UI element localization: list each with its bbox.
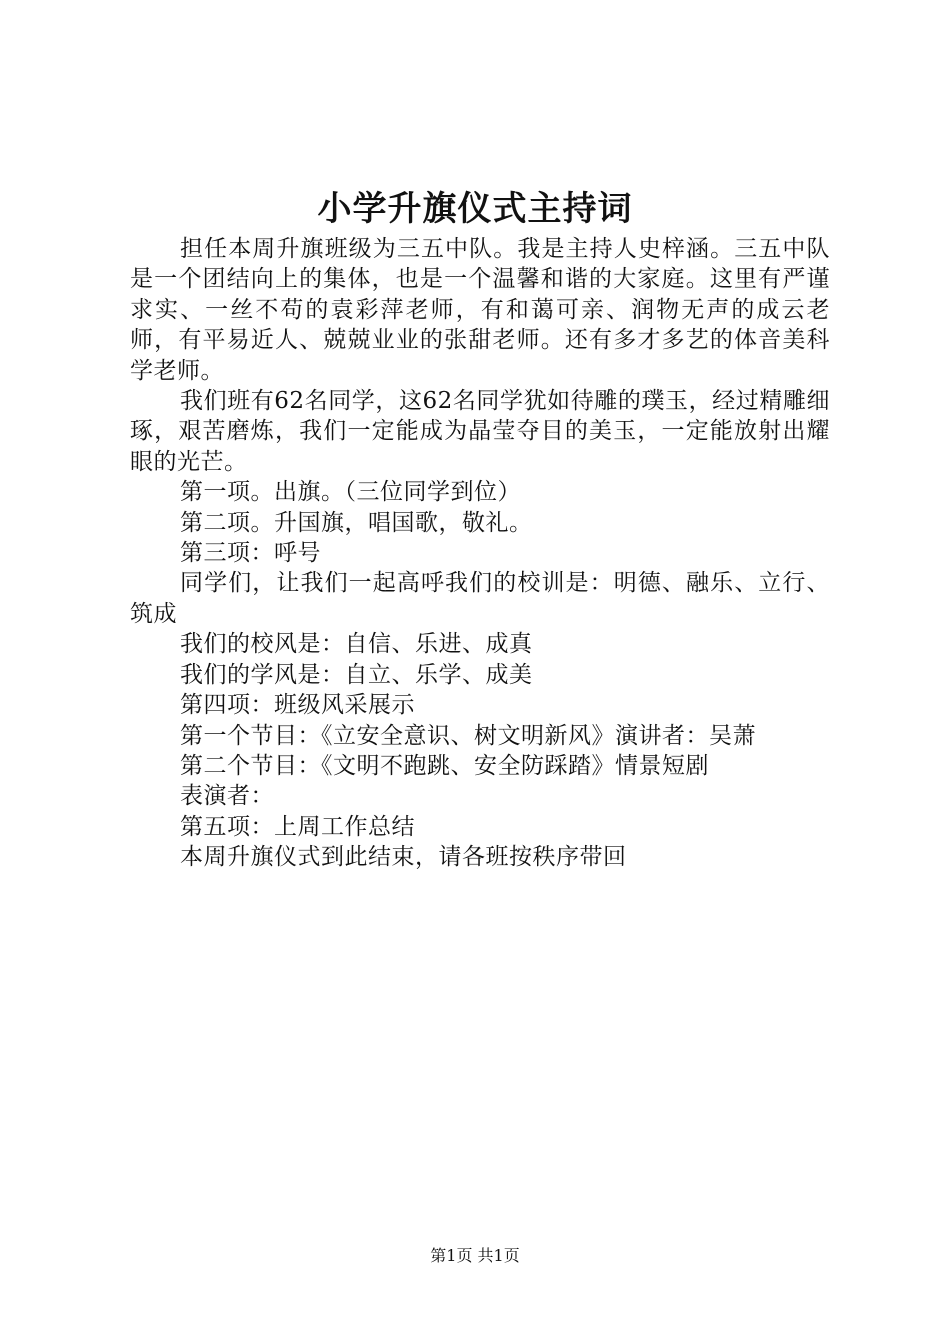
intro-paragraph: 担任本周升旗班级为三五中队。我是主持人史梓涵。三五中队是一个团结向上的集体，也是一个温馨和谐的大家庭。这里有严谨求实、一丝不苟的袁彩萍老师，有和蔼可亲、润物无声的成云老师，有平易近人、兢兢业业的张甜老师。还有多才多艺的体音美科学老师。 [130,236,830,384]
item-line-3: 第三项：呼号 [180,540,321,567]
item-line-2: 第二项。升国旗，唱国歌，敬礼。 [180,509,533,536]
item-line-5: 第五项：上周工作总结 [180,813,415,840]
document-title: 小学升旗仪式主持词 [317,189,633,229]
page-number-footer: 第1页 共1页 [430,1246,520,1265]
item-line-1: 第一项。出旗。（三位同学到位） [180,479,521,506]
closing-line: 本周升旗仪式到此结束，请各班按秩序带回 [180,844,627,871]
study-style-line: 我们的学风是：自立、乐学、成美 [180,661,533,688]
performers-line: 表演者： [180,783,274,810]
document-body [130,234,830,873]
program-line-2: 第二个节目：《文明不跑跳、安全防踩踏》情景短剧 [180,752,709,779]
school-spirit-line: 我们的校风是：自信、乐进、成真 [180,631,533,658]
program-line-1: 第一个节目：《立安全意识、树文明新风》演讲者：吴萧 [180,722,756,749]
class-paragraph: 我们班有62名同学，这62名同学犹如待雕的璞玉，经过精雕细琢，艰苦磨炼，我们一定能成为晶莹夺目的美玉，一定能放射出耀眼的光芒。 [130,388,830,475]
item-line-4: 第四项：班级风采展示 [180,692,415,719]
motto-paragraph: 同学们，让我们一起高呼我们的校训是：明德、融乐、立行、筑成 [130,570,830,627]
